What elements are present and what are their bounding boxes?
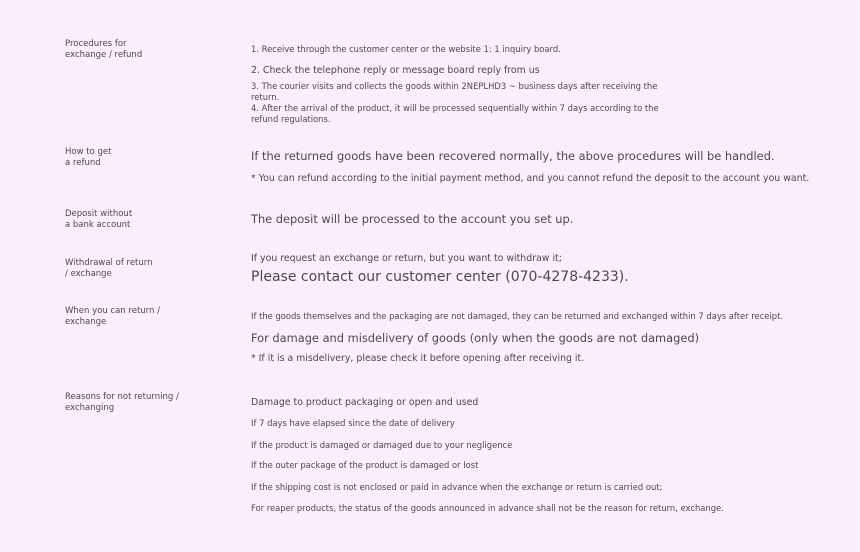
- deposit-line-1: The deposit will be processed to the account you set up.: [251, 212, 574, 226]
- reasons-label-line2: exchanging: [65, 403, 115, 413]
- withdrawal-line-1: If you request an exchange or return, but you want to withdraw it;: [251, 253, 562, 264]
- procedure-step-1: 1. Receive through the customer center or the website 1: 1 inquiry board.: [251, 44, 561, 54]
- when-return-label-line2: exchange: [65, 317, 107, 327]
- refund-label-line1: How to get: [65, 147, 112, 157]
- when-return-label: [65, 306, 215, 328]
- deposit-label-line2: a bank account: [65, 220, 131, 230]
- procedure-step-2: 2. Check the telephone reply or message board reply from us: [251, 65, 540, 76]
- when-return-line-2: For damage and misdelivery of goods (only when the goods are not damaged): [251, 331, 700, 345]
- procedure-step-3: 3. The courier visits and collects the goods within 2NEPLHD3 ~ business days after receiving the return.: [251, 81, 658, 102]
- customer-center-contact: Please contact our customer center (070-4278-4233).: [251, 269, 629, 285]
- reason-item: If the product is damaged or damaged due to your negligence: [251, 440, 513, 450]
- refund-line-2: * You can refund according to the initial payment method, and you cannot refund the deposit to the account you want.: [251, 173, 810, 184]
- reasons-label-line1: Reasons for not returning /: [65, 392, 179, 402]
- when-return-label-line1: When you can return /: [65, 306, 160, 316]
- withdrawal-label: [65, 258, 215, 280]
- refund-label: [65, 147, 215, 169]
- deposit-label-line1: Deposit without: [65, 209, 133, 219]
- reason-item: If 7 days have elapsed since the date of delivery: [251, 418, 455, 428]
- reason-item: Damage to product packaging or open and used: [251, 397, 479, 408]
- procedures-label-line2: exchange / refund: [65, 50, 143, 60]
- reason-item: For reaper products, the status of the goods announced in advance shall not be the reason for return, exchange.: [251, 503, 724, 513]
- reason-item: If the shipping cost is not enclosed or paid in advance when the exchange or return is carried out;: [251, 482, 663, 492]
- deposit-label: [65, 209, 215, 231]
- procedures-label-line1: Procedures for: [65, 39, 127, 49]
- procedure-step-4: 4. After the arrival of the product, it will be processed sequentially within 7 days according to the refund regulations.: [251, 103, 659, 124]
- procedures-label: [65, 39, 215, 61]
- withdrawal-label-line2: / exchange: [65, 269, 112, 279]
- reason-item: If the outer package of the product is damaged or lost: [251, 460, 479, 470]
- when-return-line-3: * If it is a misdelivery, please check it before opening after receiving it.: [251, 353, 585, 364]
- refund-line-1: If the returned goods have been recovered normally, the above procedures will be handled.: [251, 149, 775, 163]
- withdrawal-label-line1: Withdrawal of return: [65, 258, 153, 268]
- when-return-line-1: If the goods themselves and the packaging are not damaged, they can be returned and exchanged within 7 days after receipt.: [251, 311, 784, 321]
- reasons-label: [65, 392, 215, 414]
- refund-label-line2: a refund: [65, 158, 101, 168]
